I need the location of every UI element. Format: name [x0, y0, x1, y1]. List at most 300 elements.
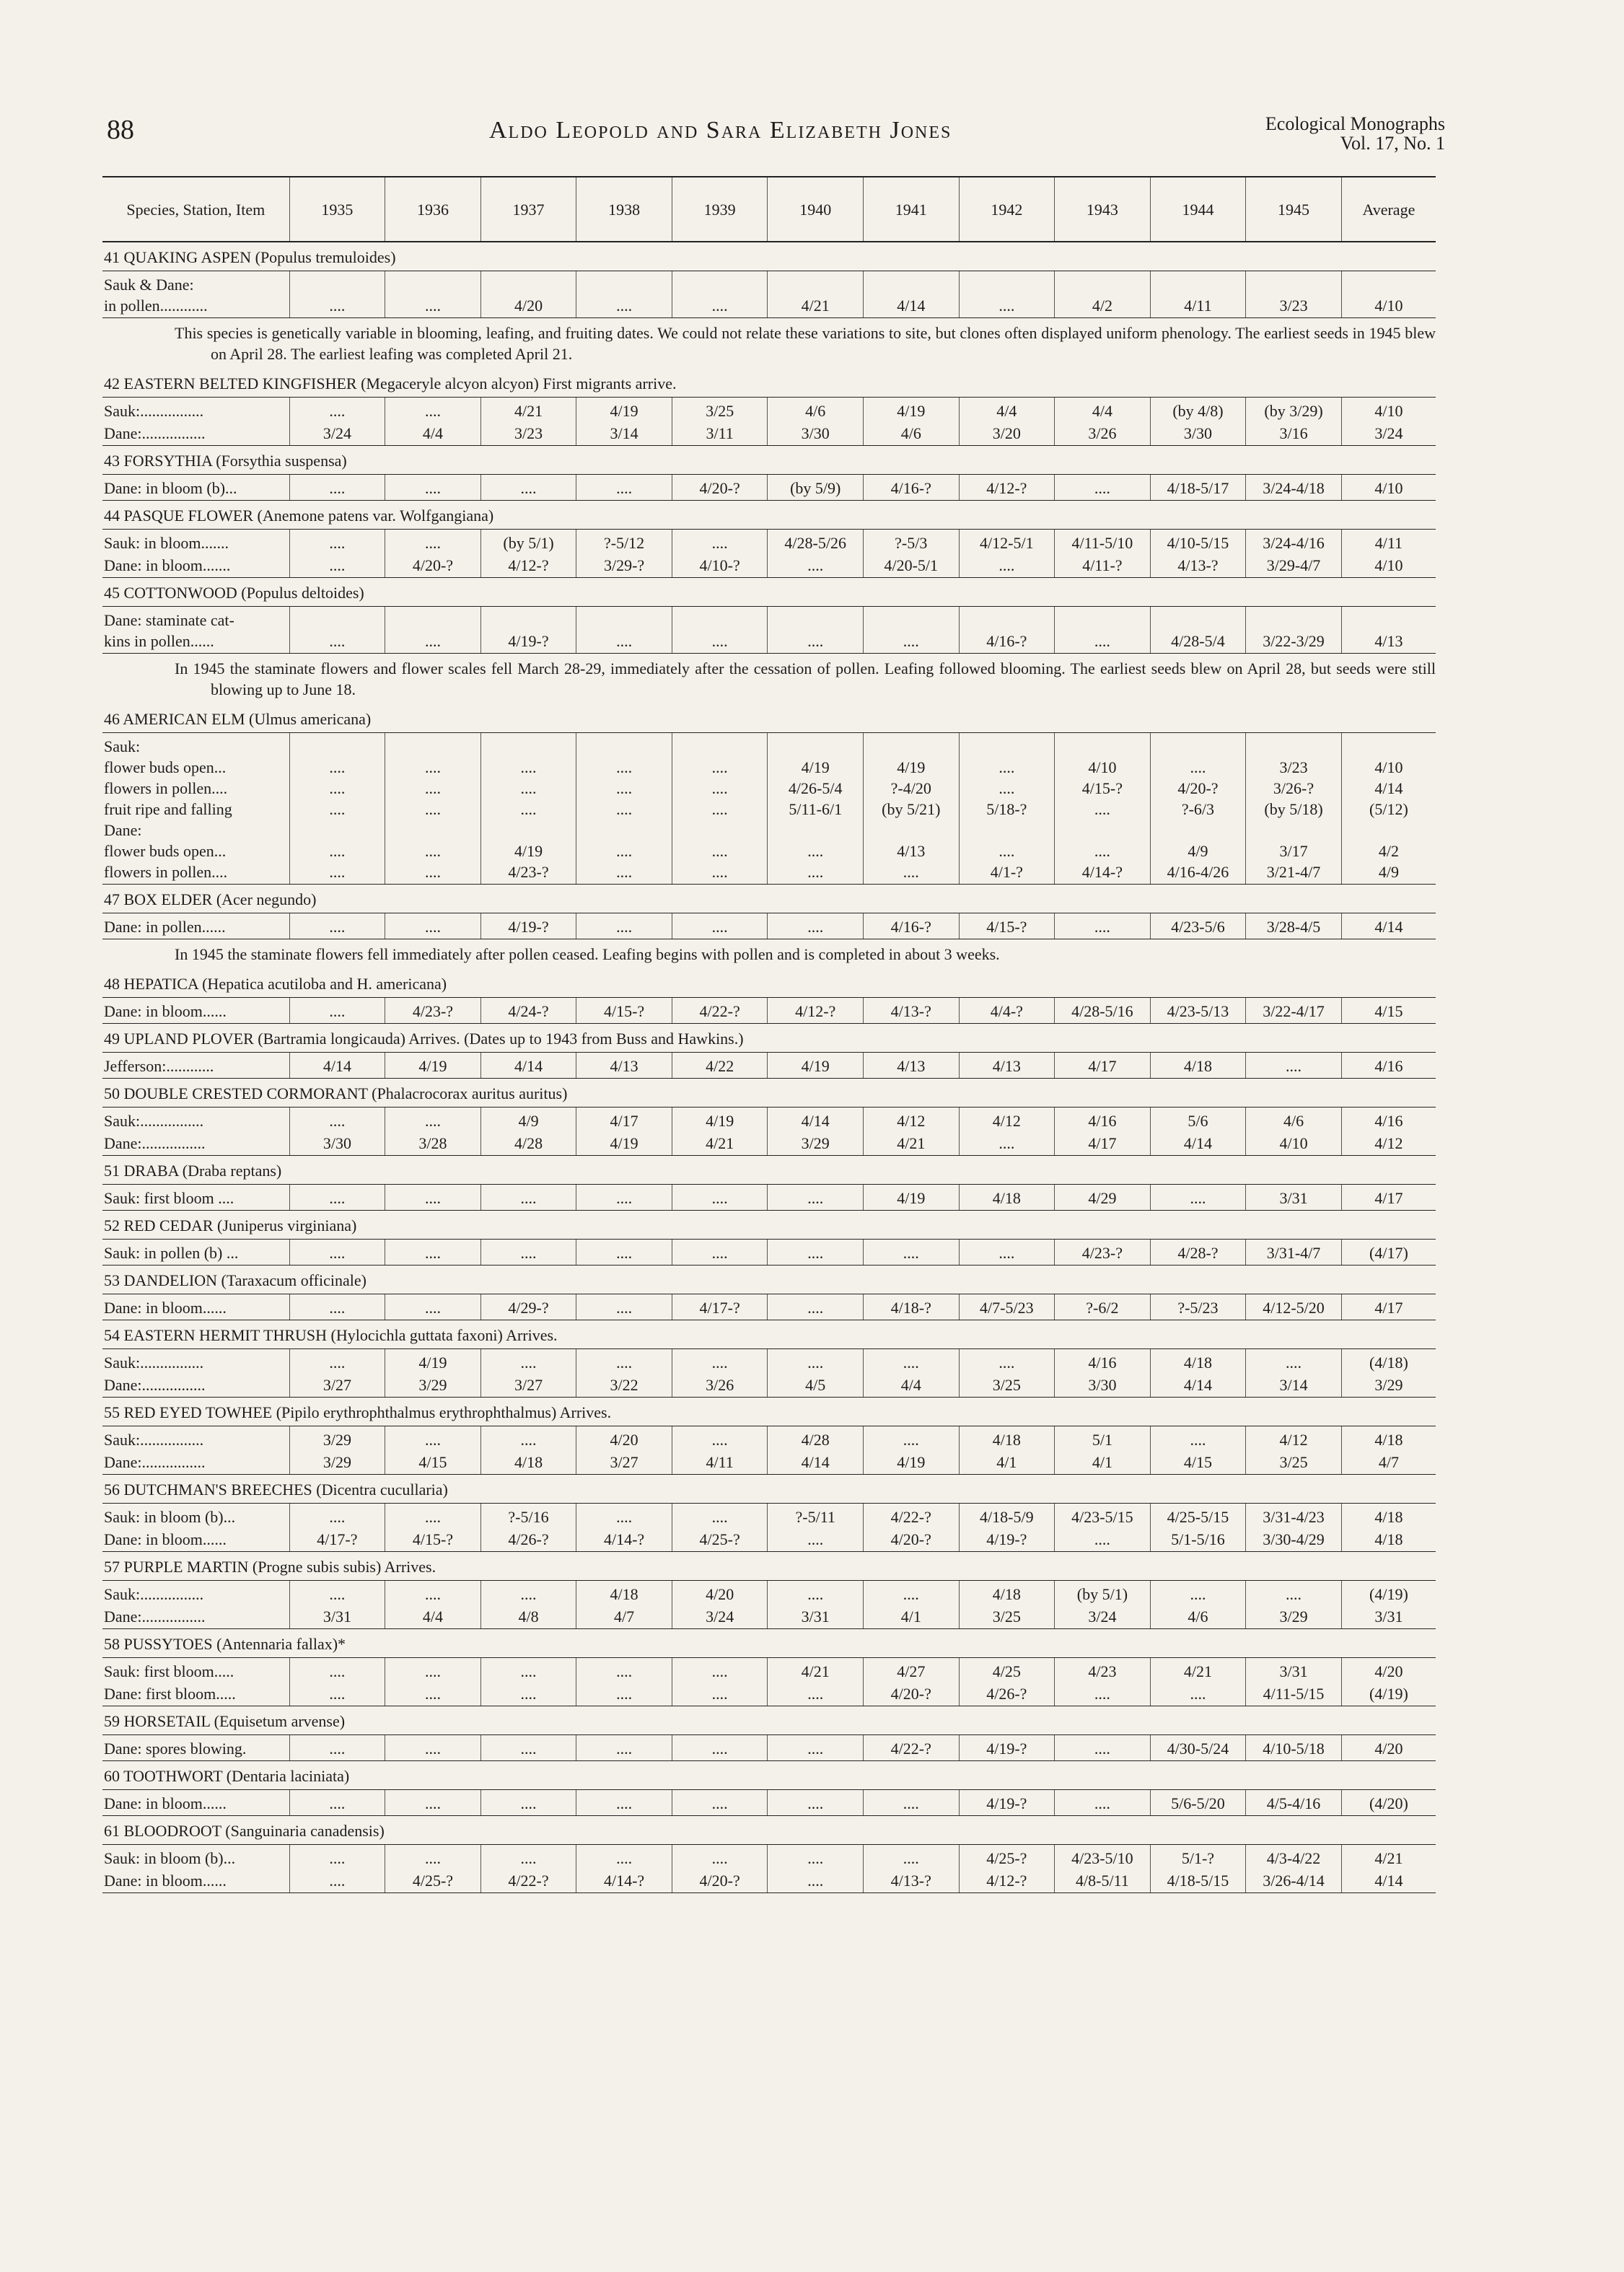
table-cell [768, 1870, 864, 1893]
cell-value [387, 820, 479, 841]
row-label [102, 1790, 289, 1816]
row-label-line: fruit ripe and falling [104, 800, 232, 818]
cell-value: 4/17 [1088, 1134, 1117, 1152]
table-cell [480, 733, 576, 885]
cell-value: 4/18-5/9 [980, 1508, 1034, 1526]
table-cell [863, 475, 959, 501]
table-cell [863, 1240, 959, 1266]
table-cell [1341, 733, 1436, 885]
cell-value: .... [616, 1189, 633, 1207]
cell-value: 4/21 [897, 1134, 926, 1152]
row-label [102, 1349, 289, 1375]
cell-value: 5/18-? [986, 800, 1027, 818]
table-cell [863, 1529, 959, 1552]
cell-value: 4/6 [1188, 1607, 1208, 1626]
cell-value: 4/11-5/15 [1263, 1685, 1325, 1703]
table-cell [1246, 1349, 1342, 1375]
cell-value: 4/17 [610, 1112, 638, 1130]
cell-value: 4/20-? [412, 556, 454, 574]
table-row [102, 555, 1436, 578]
table-cell [1246, 1790, 1342, 1816]
cell-value: 4/18-? [890, 1299, 931, 1317]
page-header [107, 108, 1445, 166]
cell-value: .... [329, 297, 346, 315]
cell-value: 4/10-5/15 [1167, 534, 1229, 552]
cell-value: 4/23-? [412, 1002, 454, 1020]
row-label [102, 998, 289, 1024]
table-row [102, 1053, 1436, 1079]
table-cell [1246, 1845, 1342, 1871]
table-cell [576, 998, 672, 1024]
table-cell [768, 913, 864, 939]
cell-value: 4/10 [1088, 758, 1117, 776]
cell-value: .... [998, 297, 1015, 315]
table-cell [959, 423, 1055, 446]
table-cell [1246, 607, 1342, 654]
table-cell [576, 398, 672, 424]
species-note: In 1945 the staminate flowers fell immediately after pollen ceased. Leafing begins with pollen and is completed in about 3 weeks. [175, 945, 1000, 963]
cell-value [387, 736, 479, 757]
cell-value: .... [998, 779, 1015, 797]
table-cell [1341, 1133, 1436, 1156]
cell-value: 4/11-? [1082, 556, 1123, 574]
cell-value: 4/12-? [508, 556, 549, 574]
table-cell [1055, 1504, 1151, 1530]
cell-value [1247, 736, 1340, 757]
cell-value: 4/20-? [699, 479, 740, 497]
table-cell [1246, 998, 1342, 1024]
table-cell [289, 1294, 385, 1320]
cell-value: 4/14 [1374, 779, 1403, 797]
table-cell [385, 1053, 481, 1079]
table-cell [480, 423, 576, 446]
cell-value: 3/31 [801, 1607, 830, 1626]
table-cell [480, 1452, 576, 1475]
cell-value: 4/14 [1374, 1872, 1403, 1890]
table-cell [768, 1735, 864, 1761]
row-label-line: Dane: in bloom...... [104, 1872, 227, 1890]
table-cell [480, 1294, 576, 1320]
row-label-line: Dane: staminate cat- [104, 611, 234, 629]
cell-value: 4/22-? [699, 1002, 740, 1020]
table-cell [768, 1185, 864, 1211]
species-title: 54 EASTERN HERMIT THRUSH (Hylocichla guttata faxoni) Arrives. [104, 1326, 558, 1344]
table-cell [672, 1581, 768, 1607]
cell-value: 4/18 [992, 1585, 1021, 1603]
cell-value [1152, 736, 1245, 757]
table-cell [289, 998, 385, 1024]
table-cell [385, 1108, 481, 1133]
cell-value: 4/8-5/11 [1076, 1872, 1129, 1890]
species-title: 58 PUSSYTOES (Antennaria fallax)* [104, 1635, 346, 1653]
cell-value [961, 820, 1053, 841]
table-cell [289, 1581, 385, 1607]
cell-value: 3/24 [706, 1607, 734, 1626]
table-cell [768, 1581, 864, 1607]
note-cell [102, 318, 1436, 369]
row-label [102, 555, 289, 578]
cell-value: 3/16 [1279, 424, 1308, 442]
table-cell [576, 1108, 672, 1133]
cell-value: 4/15-? [603, 1002, 645, 1020]
row-label [102, 1845, 289, 1871]
table-cell [385, 913, 481, 939]
cell-value: 3/29 [1279, 1607, 1308, 1626]
cell-value: 4/7 [1378, 1453, 1399, 1471]
row-label [102, 1426, 289, 1452]
cell-value: .... [998, 1354, 1015, 1372]
cell-value: .... [424, 758, 441, 776]
table-cell [768, 1133, 864, 1156]
cell-value: ?-6/3 [1181, 800, 1215, 818]
species-title: 44 PASQUE FLOWER (Anemone patens var. Wolfgangiana) [104, 506, 494, 525]
cell-value: 4/18 [992, 1189, 1021, 1207]
cell-value: .... [903, 1585, 919, 1603]
cell-value: .... [616, 1685, 633, 1703]
table-cell [959, 1683, 1055, 1706]
table-cell [863, 1426, 959, 1452]
cell-value: .... [329, 1662, 346, 1680]
table-cell [480, 271, 576, 318]
table-row [102, 1374, 1436, 1398]
cell-value: 4/30-5/24 [1167, 1740, 1229, 1758]
cell-value: .... [1094, 479, 1110, 497]
cell-value: 4/5-4/16 [1266, 1794, 1321, 1812]
species-title: 52 RED CEDAR (Juniperus virginiana) [104, 1216, 357, 1234]
cell-value: 3/14 [1279, 1376, 1308, 1394]
cell-value: 3/31-4/23 [1263, 1508, 1325, 1526]
table-cell [1150, 1683, 1246, 1706]
cell-value: 4/4 [422, 424, 444, 442]
cell-value: .... [1190, 1189, 1206, 1207]
cell-value: 4/20-? [890, 1685, 931, 1703]
cell-value: .... [329, 556, 346, 574]
cell-value: 4/20 [1374, 1662, 1403, 1680]
cell-value: (4/20) [1369, 1794, 1408, 1812]
table-cell [672, 530, 768, 556]
row-label-line: Dane: in bloom...... [104, 1794, 227, 1812]
cell-value: .... [807, 863, 824, 881]
cell-value: 4/4 [1092, 402, 1112, 420]
cell-value: 4/10-5/18 [1263, 1740, 1325, 1758]
cell-value: 3/24-4/16 [1263, 534, 1325, 552]
cell-value: .... [807, 842, 824, 860]
cell-value: 4/21 [1374, 1849, 1403, 1867]
cell-value: .... [329, 918, 346, 936]
cell-value: 4/19-? [508, 632, 549, 650]
cell-value: 4/13 [1374, 632, 1403, 650]
table-cell [672, 398, 768, 424]
cell-value: .... [424, 402, 441, 420]
species-heading-row [102, 1761, 1436, 1790]
row-label [102, 1606, 289, 1629]
cell-value: 4/28-5/16 [1071, 1002, 1133, 1020]
cell-value: ?-5/16 [508, 1508, 549, 1526]
species-title: 49 UPLAND PLOVER (Bartramia longicauda) Arrives. (Dates up to 1943 from Buss and Hawkins.) [104, 1030, 744, 1048]
species-heading-row [102, 1816, 1436, 1845]
cell-value: .... [424, 1585, 441, 1603]
table-cell [480, 1658, 576, 1684]
table-cell [863, 998, 959, 1024]
cell-value: .... [424, 1508, 441, 1526]
table-cell [863, 1053, 959, 1079]
cell-value: 3/30 [1088, 1376, 1117, 1394]
table-cell [1150, 1374, 1246, 1398]
table-cell [1246, 1529, 1342, 1552]
cell-value: (by 5/1) [503, 534, 554, 552]
table-cell [1341, 913, 1436, 939]
cell-value: .... [520, 1662, 537, 1680]
species-heading-row [102, 969, 1436, 998]
cell-value: 3/25 [992, 1607, 1021, 1626]
cell-value: 4/22 [706, 1057, 734, 1075]
table-cell [1055, 1426, 1151, 1452]
row-label-line: Dane:................ [104, 1607, 206, 1626]
cell-value: .... [424, 297, 441, 315]
cell-value: .... [520, 1354, 537, 1372]
cell-value: .... [1286, 1057, 1302, 1075]
table-cell [385, 1185, 481, 1211]
species-title: 55 RED EYED TOWHEE (Pipilo erythrophthalmus erythrophthalmus) Arrives. [104, 1403, 612, 1421]
table-cell [576, 1426, 672, 1452]
table-cell [576, 1845, 672, 1871]
row-label [102, 1504, 289, 1530]
table-cell [672, 555, 768, 578]
species-heading-row [102, 885, 1436, 913]
cell-value: 4/2 [1378, 842, 1399, 860]
cell-value: .... [520, 800, 537, 818]
cell-value: .... [903, 632, 919, 650]
table-cell [1341, 423, 1436, 446]
cell-value: .... [903, 1794, 919, 1812]
cell-value: 4/8 [518, 1607, 539, 1626]
cell-value: 4/12-? [986, 1872, 1027, 1890]
species-title: 41 QUAKING ASPEN (Populus tremuloides) [104, 248, 396, 266]
column-header: 1939 [672, 177, 768, 242]
table-cell [1246, 475, 1342, 501]
cell-value: .... [329, 800, 346, 818]
cell-value: 4/19 [897, 758, 926, 776]
species-heading-row [102, 1475, 1436, 1504]
cell-value: 4/12 [1374, 1134, 1403, 1152]
table-cell [863, 1606, 959, 1629]
cell-value: 4/18-5/15 [1167, 1872, 1229, 1890]
cell-value: (by 5/18) [1264, 800, 1323, 818]
table-row [102, 1504, 1436, 1530]
table-cell [959, 1349, 1055, 1375]
table-cell [959, 733, 1055, 885]
cell-value: 4/11-5/10 [1071, 534, 1133, 552]
cell-value: ?-5/23 [1177, 1299, 1219, 1317]
cell-value: (5/12) [1369, 800, 1408, 818]
page-number: 88 [107, 115, 134, 145]
cell-value: .... [329, 1112, 346, 1130]
table-cell [768, 733, 864, 885]
cell-value: (4/19) [1369, 1585, 1408, 1603]
cell-value: .... [424, 1299, 441, 1317]
row-label-line: flower buds open... [104, 758, 227, 776]
row-label [102, 530, 289, 556]
table-cell [863, 1581, 959, 1607]
table-cell [1055, 913, 1151, 939]
table-cell [480, 607, 576, 654]
cell-value: (by 5/1) [1076, 1585, 1128, 1603]
cell-value: 4/4 [422, 1607, 444, 1626]
table-row [102, 1133, 1436, 1156]
table-row [102, 1683, 1436, 1706]
table-cell [672, 913, 768, 939]
table-cell [1055, 1108, 1151, 1133]
cell-value: .... [424, 779, 441, 797]
cell-value: .... [711, 1431, 728, 1449]
table-cell [385, 530, 481, 556]
row-label-line: flower buds open... [104, 842, 227, 860]
cell-value: .... [1190, 1585, 1206, 1603]
cell-value: 4/14 [1183, 1376, 1213, 1394]
cell-value: .... [807, 1244, 824, 1262]
table-cell [480, 1845, 576, 1871]
table-cell [289, 1426, 385, 1452]
species-heading-row [102, 1079, 1436, 1108]
cell-value: 4/11 [1184, 297, 1212, 315]
table-cell [768, 1504, 864, 1530]
cell-value: 3/21-4/7 [1266, 863, 1321, 881]
table-cell [768, 530, 864, 556]
table-cell [1341, 1053, 1436, 1079]
cell-value: 3/30 [801, 424, 830, 442]
cell-value: (4/19) [1369, 1685, 1408, 1703]
cell-value: 4/16-? [986, 632, 1027, 650]
cell-value: .... [1094, 1530, 1110, 1548]
table-cell [1341, 1452, 1436, 1475]
cell-value: 3/17 [1279, 842, 1308, 860]
cell-value: 4/27 [897, 1662, 926, 1680]
table-cell [1246, 555, 1342, 578]
table-cell [1341, 1581, 1436, 1607]
cell-value: .... [1286, 1585, 1302, 1603]
row-label-line: Sauk:................ [104, 1431, 204, 1449]
row-label [102, 1735, 289, 1761]
row-label [102, 271, 289, 318]
table-cell [1246, 1133, 1342, 1156]
table-cell [576, 1529, 672, 1552]
cell-value: 3/11 [706, 424, 734, 442]
cell-value: 3/24 [1088, 1607, 1117, 1626]
table-cell [672, 1426, 768, 1452]
cell-value: 4/16 [1088, 1112, 1117, 1130]
cell-value: 4/21 [514, 402, 543, 420]
table-cell [768, 475, 864, 501]
table-cell [385, 423, 481, 446]
table-cell [863, 1185, 959, 1211]
cell-value: 3/25 [992, 1376, 1021, 1394]
cell-value: .... [329, 402, 346, 420]
species-heading-row [102, 242, 1436, 271]
cell-value: .... [329, 1849, 346, 1867]
cell-value: .... [616, 918, 633, 936]
cell-value: 5/1-? [1181, 1849, 1215, 1867]
cell-value: 4/12-? [986, 479, 1027, 497]
cell-value: 4/15 [418, 1453, 447, 1471]
cell-value: .... [424, 1794, 441, 1812]
cell-value: 4/19-? [986, 1740, 1027, 1758]
table-cell [1055, 1683, 1151, 1706]
table-row [102, 998, 1436, 1024]
cell-value: 5/6-5/20 [1171, 1794, 1225, 1812]
cell-value: .... [424, 842, 441, 860]
table-cell [576, 1452, 672, 1475]
cell-value: (by 5/9) [790, 479, 841, 497]
cell-value: 3/27 [610, 1453, 638, 1471]
cell-value: .... [520, 1244, 537, 1262]
table-cell [289, 607, 385, 654]
cell-value: 4/19 [897, 1453, 926, 1471]
cell-value: 4/22-? [890, 1508, 931, 1526]
note-row [102, 654, 1436, 705]
cell-value: 4/19 [418, 1354, 447, 1372]
cell-value: 4/7-5/23 [980, 1299, 1034, 1317]
row-label-line: Dane: [104, 821, 142, 839]
table-cell [289, 1108, 385, 1133]
cell-value: 3/25 [1279, 1453, 1308, 1471]
cell-value: 4/20-? [1177, 779, 1219, 797]
table-cell [1246, 398, 1342, 424]
column-header: 1935 [289, 177, 385, 242]
table-cell [1246, 1426, 1342, 1452]
cell-value: 4/13-? [890, 1872, 931, 1890]
cell-value: 4/19 [897, 402, 926, 420]
cell-value: .... [616, 1299, 633, 1317]
cell-value: 4/6 [1283, 1112, 1304, 1130]
cell-value: .... [329, 1002, 346, 1020]
cell-value: 4/12 [1279, 1431, 1308, 1449]
table-cell [768, 1426, 864, 1452]
cell-value: 3/31 [322, 1607, 351, 1626]
row-label-line: Sauk:................ [104, 1585, 204, 1603]
table-cell [289, 1504, 385, 1530]
cell-value: .... [807, 1872, 824, 1890]
table-row [102, 398, 1436, 424]
table-cell [480, 398, 576, 424]
cell-value: 3/29-? [603, 556, 645, 574]
cell-value: 4/25 [992, 1662, 1021, 1680]
species-title: 56 DUTCHMAN'S BREECHES (Dicentra cucullaria) [104, 1481, 448, 1499]
cell-value: .... [424, 1685, 441, 1703]
table-cell [863, 530, 959, 556]
cell-value: 4/28-5/4 [1171, 632, 1225, 650]
cell-value [865, 820, 957, 841]
table-cell [576, 271, 672, 318]
table-cell [959, 1426, 1055, 1452]
cell-value: 4/12 [992, 1112, 1021, 1130]
table-cell [480, 1735, 576, 1761]
species-heading-row [102, 1629, 1436, 1658]
table-cell [863, 1108, 959, 1133]
cell-value: .... [424, 1849, 441, 1867]
table-cell [576, 423, 672, 446]
table-cell [576, 1053, 672, 1079]
table-cell [1055, 555, 1151, 578]
table-cell [768, 607, 864, 654]
cell-value: .... [1190, 1685, 1206, 1703]
table-row [102, 1581, 1436, 1607]
species-heading-row [102, 501, 1436, 530]
cell-value: 3/26-4/14 [1263, 1872, 1325, 1890]
cell-value: 3/24 [322, 424, 351, 442]
row-label-line: Sauk: in bloom (b)... [104, 1508, 236, 1526]
table-cell [576, 1735, 672, 1761]
table-cell [1150, 1240, 1246, 1266]
